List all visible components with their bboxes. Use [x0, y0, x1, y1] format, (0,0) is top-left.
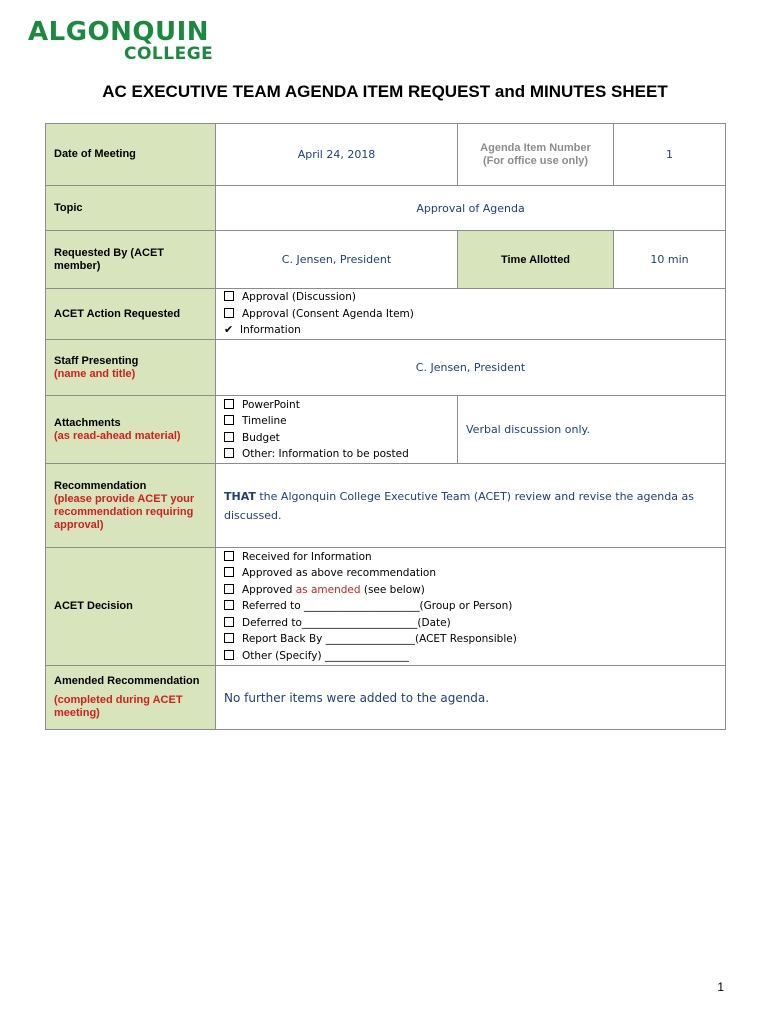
checkmark-icon: ✔ — [224, 323, 234, 337]
amended-recommendation-value: No further items were added to the agenda. — [216, 666, 726, 730]
recommendation-text: the Algonquin College Executive Team (ACET) review and revise the agenda as discussed. — [224, 489, 694, 522]
row-requested-by — [46, 231, 726, 289]
agenda-item-number-line-1: Agenda Item Number — [480, 141, 591, 154]
topic-value: Approval of Agenda — [216, 186, 726, 231]
checkbox-empty-icon — [224, 308, 234, 318]
date-of-meeting-label: Date of Meeting — [46, 124, 216, 186]
document-title: AC EXECUTIVE TEAM AGENDA ITEM REQUEST and MINUTES SHEET — [102, 82, 668, 101]
attachments-sublabel: (as read-ahead material) — [54, 429, 181, 442]
checkbox-empty-icon — [224, 291, 234, 301]
checkbox-empty-icon — [224, 399, 234, 409]
checkbox-empty-icon — [224, 448, 234, 458]
agenda-form-table — [45, 123, 726, 730]
option-received-for-information[interactable]: Received for Information — [224, 549, 717, 566]
option-information[interactable]: ✔ Information — [224, 322, 717, 339]
acet-decision-label: ACET Decision — [46, 548, 216, 666]
agenda-item-number-line-2: (For office use only) — [482, 154, 589, 167]
date-of-meeting-value: April 24, 2018 — [216, 124, 458, 186]
row-staff-presenting — [46, 340, 726, 396]
page-number: 1 — [717, 980, 724, 994]
option-approval-consent[interactable]: Approval (Consent Agenda Item) — [224, 306, 717, 323]
row-recommendation — [46, 464, 726, 548]
attachments-options — [216, 396, 458, 464]
row-topic — [46, 186, 726, 231]
logo-line-2: COLLEGE — [124, 44, 214, 64]
checkbox-empty-icon — [224, 650, 234, 660]
option-budget[interactable]: Budget — [224, 430, 449, 447]
recommendation-value — [216, 464, 726, 548]
time-allotted-label: Time Allotted — [458, 231, 614, 289]
option-approval-discussion[interactable]: Approval (Discussion) — [224, 289, 717, 306]
amended-recommendation-sublabel: (completed during ACET meeting) — [54, 694, 183, 719]
row-date-of-meeting — [46, 124, 726, 186]
checkbox-empty-icon — [224, 567, 234, 577]
checkbox-empty-icon — [224, 600, 234, 610]
option-timeline[interactable]: Timeline — [224, 413, 449, 430]
row-amended-recommendation — [46, 666, 726, 730]
checkbox-empty-icon — [224, 584, 234, 594]
checkbox-empty-icon — [224, 432, 234, 442]
option-powerpoint[interactable]: PowerPoint — [224, 397, 449, 414]
option-other[interactable]: Other: Information to be posted — [224, 446, 449, 463]
recommendation-label: Recommendation (please provide ACET your recommendation requiring approval) — [46, 464, 216, 548]
recommendation-lead: THAT — [224, 489, 256, 503]
checkbox-empty-icon — [224, 617, 234, 627]
option-approved-as-amended[interactable]: Approved as amended (see below) — [224, 582, 717, 599]
amended-recommendation-label: Amended Recommendation (completed during ACET meeting) — [46, 666, 216, 730]
requested-by-label: Requested By (ACET member) — [46, 231, 216, 289]
action-requested-options — [216, 289, 726, 340]
agenda-item-number-label — [458, 124, 614, 186]
row-action-requested — [46, 289, 726, 340]
staff-presenting-label: Staff Presenting (name and title) — [46, 340, 216, 396]
option-other-specify[interactable]: Other (Specify) ________________ — [224, 648, 717, 665]
option-report-back-by[interactable]: Report Back By _________________(ACET Responsible) — [224, 631, 717, 648]
staff-presenting-value: C. Jensen, President — [216, 340, 726, 396]
checkbox-empty-icon — [224, 415, 234, 425]
action-requested-label: ACET Action Requested — [46, 289, 216, 340]
option-referred-to[interactable]: Referred to ______________________(Group or Person) — [224, 598, 717, 615]
college-logo — [28, 18, 212, 64]
topic-label: Topic — [46, 186, 216, 231]
logo-line-1: ALGONQUIN — [28, 17, 210, 47]
checkbox-empty-icon — [224, 551, 234, 561]
row-acet-decision — [46, 548, 726, 666]
attachments-note: Verbal discussion only. — [458, 396, 726, 464]
row-attachments — [46, 396, 726, 464]
acet-decision-options — [216, 548, 726, 666]
option-approved-as-recommended[interactable]: Approved as above recommendation — [224, 565, 717, 582]
recommendation-sublabel: (please provide ACET your recommendation requiring approval) — [54, 492, 195, 531]
agenda-item-number-value: 1 — [614, 124, 726, 186]
checkbox-empty-icon — [224, 633, 234, 643]
option-deferred-to[interactable]: Deferred to______________________(Date) — [224, 615, 717, 632]
time-allotted-value: 10 min — [614, 231, 726, 289]
attachments-label: Attachments (as read-ahead material) — [46, 396, 216, 464]
staff-presenting-sublabel: (name and title) — [54, 367, 136, 380]
requested-by-value: C. Jensen, President — [216, 231, 458, 289]
